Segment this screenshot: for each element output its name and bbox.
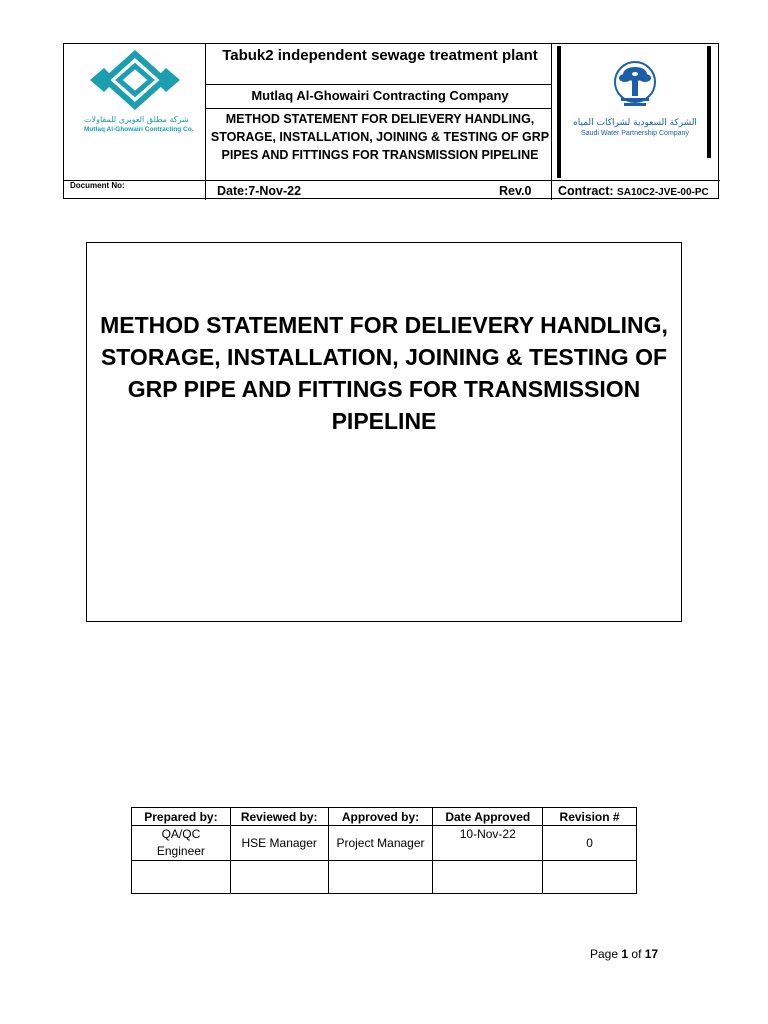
document-revision: Rev.0 [499, 184, 532, 198]
header-divider [205, 84, 551, 85]
approval-table [131, 807, 637, 894]
contract-number [558, 184, 709, 198]
mutlaq-logo-arabic: شركة مطلق الغويري للمقاولات [84, 115, 189, 124]
main-title: METHOD STATEMENT FOR DELIEVERY HANDLING, STORAGE, INSTALLATION, JOINING & TESTING OF GRP PIPE AND FITTINGS FOR TRANSMISSION PIPELINE [100, 312, 668, 434]
prepared-by-header: Prepared by: [132, 808, 231, 826]
mutlaq-logo-icon [84, 50, 186, 110]
document-date: Date:7-Nov-22 [217, 184, 302, 198]
approved-by-value: Project Manager [328, 826, 433, 861]
saudi-water-logo-arabic: الشركة السعودية لشراكات المياه [573, 118, 697, 128]
table-row [132, 861, 637, 894]
revision-header: Revision # [543, 808, 637, 826]
header-bar [707, 46, 711, 158]
empty-cell [230, 861, 328, 894]
contract-code: SA10C2-JVE-00-PC [617, 187, 709, 198]
page-word: Page [590, 947, 619, 961]
header-divider [64, 180, 720, 181]
table-row [132, 826, 637, 861]
header-document-title: METHOD STATEMENT FOR DELIEVERY HANDLING, STORAGE, INSTALLATION, JOINING & TESTING OF GRP PIPES AND FITTINGS FOR TRANSMISSION PIPELINE [210, 112, 550, 162]
mutlaq-logo [84, 50, 194, 133]
contractor-name: Mutlaq Al-Ghowairi Contracting Company [251, 88, 509, 103]
approved-by-header: Approved by: [328, 808, 433, 826]
reviewed-by-header: Reviewed by: [230, 808, 328, 826]
document-header [63, 43, 719, 199]
page-total: 17 [644, 947, 659, 961]
saudi-water-logo [569, 58, 701, 148]
reviewed-by-value: HSE Manager [230, 826, 328, 861]
document-no-label: Document No: [70, 181, 125, 190]
empty-cell [543, 861, 637, 894]
empty-cell [433, 861, 543, 894]
empty-cell [328, 861, 433, 894]
of-word: of [631, 947, 642, 961]
approval-header-row [132, 808, 637, 826]
saudi-water-logo-english: Saudi Water Partnership Company [581, 130, 689, 137]
page-current: 1 [621, 947, 629, 961]
prepared-by-value: QA/QC Engineer [132, 826, 231, 861]
header-bar [557, 46, 561, 178]
mutlaq-logo-english: Mutlaq Al-Ghowairi Contracting Co. [84, 126, 194, 133]
contract-label: Contract: [558, 184, 614, 198]
header-divider [205, 44, 206, 200]
main-title-box [86, 242, 682, 622]
date-approved-value: 10-Nov-22 [433, 826, 543, 861]
page-number [590, 947, 658, 961]
date-approved-header: Date Approved [433, 808, 543, 826]
empty-cell [132, 861, 231, 894]
header-divider [551, 44, 552, 200]
header-divider [205, 108, 551, 109]
saudi-water-logo-icon [569, 58, 701, 112]
revision-value: 0 [543, 826, 637, 861]
project-title: Tabuk2 independent sewage treatment plant [222, 47, 538, 64]
